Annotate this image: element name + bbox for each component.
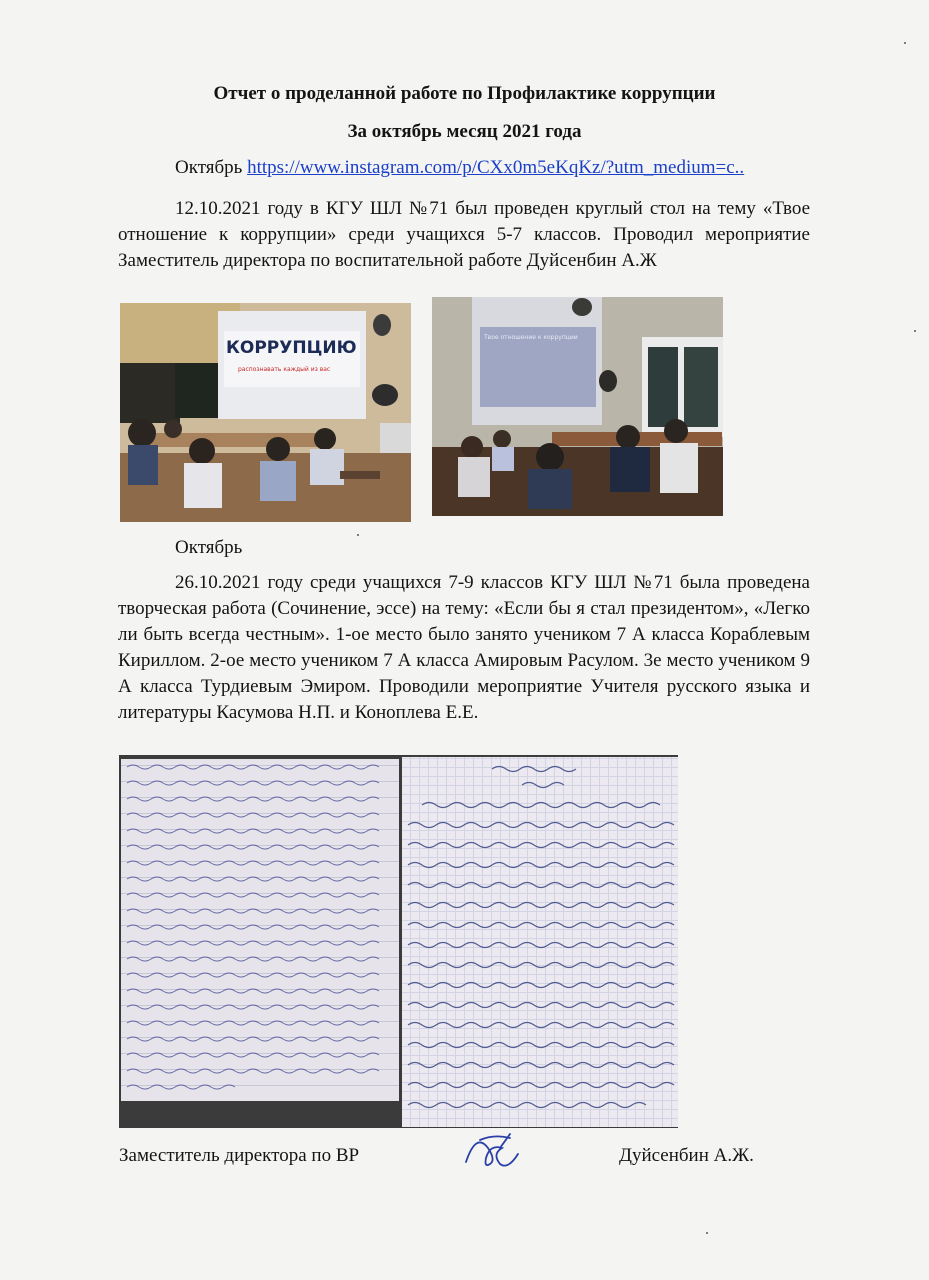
event-photo-roundtable <box>120 303 411 522</box>
signer-name: Дуйсенбин А.Ж. <box>619 1145 754 1166</box>
scan-speck <box>706 1232 708 1234</box>
signer-position: Заместитель директора по ВР <box>119 1145 360 1166</box>
month-line-october-1 <box>175 157 744 179</box>
screen-subtitle-text: распознавать каждый из вас <box>238 366 331 373</box>
instagram-link[interactable]: https://www.instagram.com/p/CXx0m5eKqKz/?utm_medium=c.. <box>247 157 745 178</box>
event-paragraph-essay-contest: 26.10.2021 году среди учащихся 7-9 классов КГУ ШЛ №71 была проведена творческая работа (Сочинение, эссе) на тему: «Если бы я стал президентом», «Легко ли быть всегда честным». 1-ое место было занято учеником 7 А класса Кораблевым Кириллом. 2-ое место учеником 7 А класса Амировым Расулом. 3е место учеником 9 А класса Турдиевым Эмиром. Проводили мероприятие Учителя русского языка и литературы Касумова Н.П. и Коноплева Е.Е. <box>118 572 810 723</box>
essay-sheet-right <box>402 757 678 1127</box>
essay-sheets-photo <box>119 755 678 1128</box>
event-paragraph-roundtable: 12.10.2021 году в КГУ ШЛ №71 был проведен круглый стол на тему «Твое отношение к коррупции» среди учащихся 5-7 классов. Проводил мероприятие Заместитель директора по воспитательной работе Дуйсенбин А.Ж <box>118 198 810 271</box>
screen-topic-text: Твое отношение к коррупции <box>484 334 578 341</box>
month-label: Октябрь <box>175 157 243 178</box>
essay-sheet-left <box>121 759 399 1101</box>
signature-graphic <box>460 1128 540 1178</box>
event-photo-presentation <box>432 297 723 516</box>
scan-speck <box>357 534 359 536</box>
month-label-october-2: Октябрь <box>175 537 243 558</box>
scan-speck <box>904 42 906 44</box>
page-title: Отчет о проделанной работе по Профилактике коррупции <box>213 83 716 104</box>
page-subtitle: За октябрь месяц 2021 года <box>347 121 582 142</box>
scan-speck <box>914 330 916 332</box>
screen-title-text: КОРРУПЦИЮ <box>226 338 357 358</box>
